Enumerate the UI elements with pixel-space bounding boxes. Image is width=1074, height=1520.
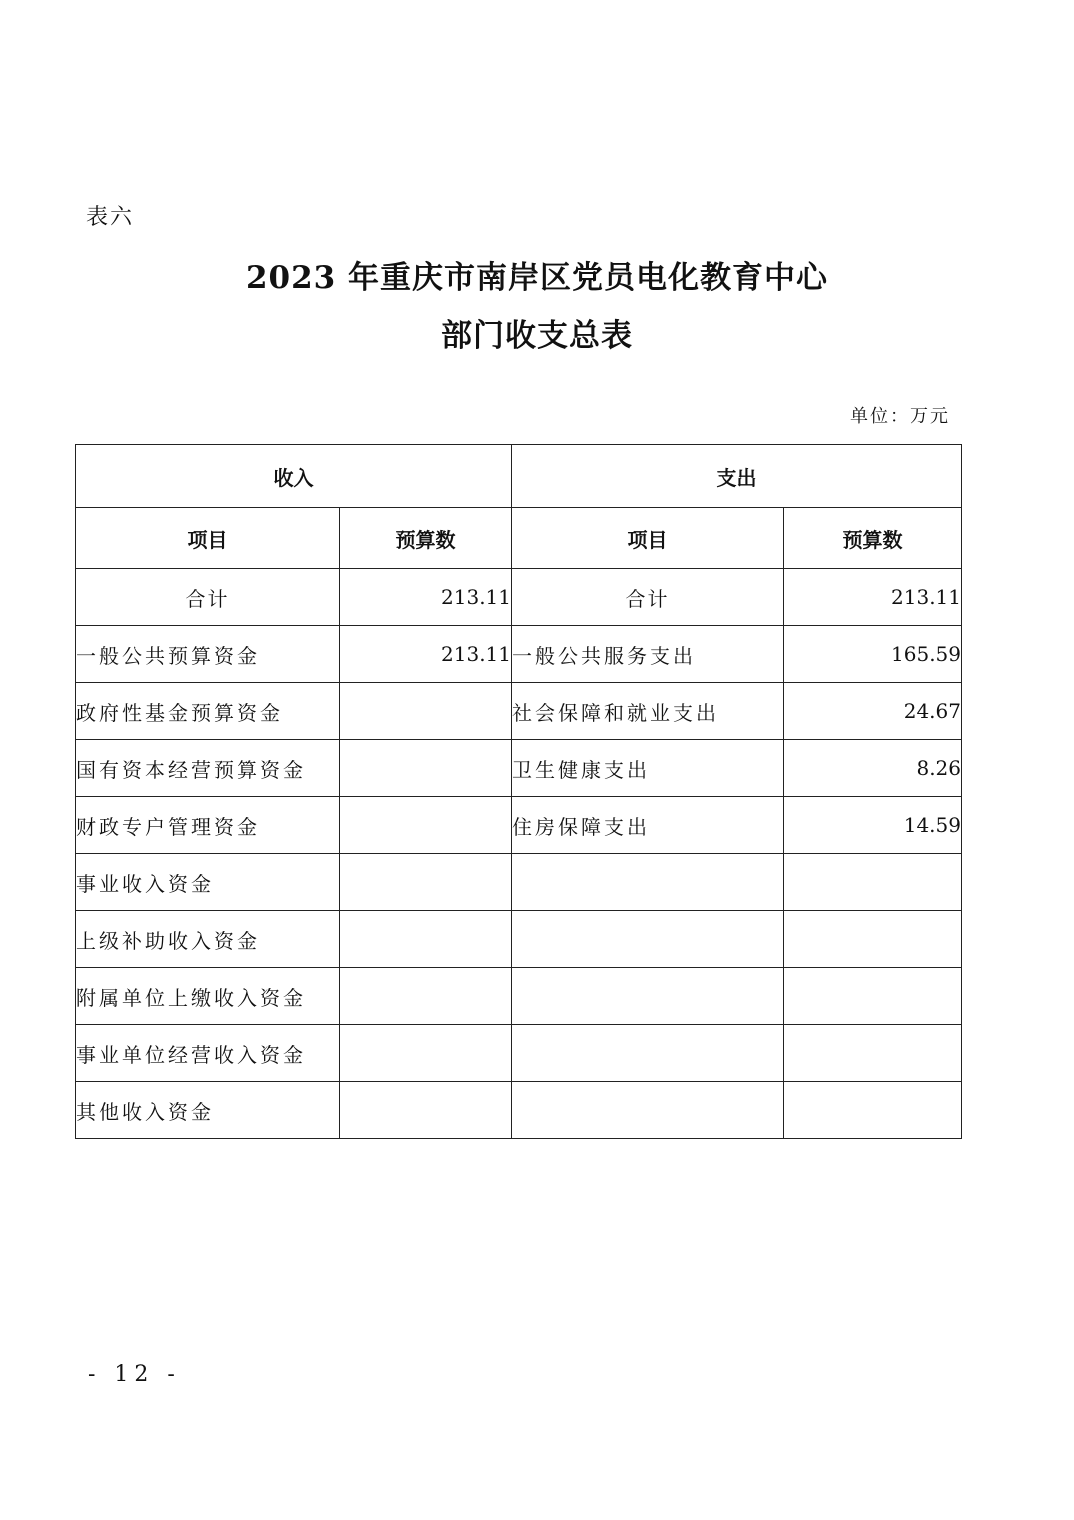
income-item: 财政专户管理资金 [76,797,340,854]
income-value [340,911,512,968]
table-row [76,911,962,968]
expense-total-label: 合计 [512,569,784,626]
income-item: 附属单位上缴收入资金 [76,968,340,1025]
income-item: 政府性基金预算资金 [76,683,340,740]
table-row [76,626,962,683]
income-value [340,854,512,911]
table-row [76,797,962,854]
expense-item: 社会保障和就业支出 [512,683,784,740]
expense-value: 8.26 [784,740,962,797]
expense-total-value: 213.11 [784,569,962,626]
expense-item [512,1025,784,1082]
income-item: 其他收入资金 [76,1082,340,1139]
income-value [340,968,512,1025]
income-item: 上级补助收入资金 [76,911,340,968]
table-label: 表六 [86,205,135,230]
unit-note: 单位：万元 [850,406,950,427]
income-budget-header: 预算数 [340,508,512,569]
income-expense-table [75,444,962,1139]
income-value [340,1025,512,1082]
expense-value [784,1025,962,1082]
expense-item [512,854,784,911]
income-value: 213.11 [340,626,512,683]
total-row [76,569,962,626]
table-row [76,740,962,797]
group-header-row [76,445,962,508]
page-number: - 12 - [88,1362,181,1387]
expense-item [512,968,784,1025]
table-row [76,968,962,1025]
expense-item [512,1082,784,1139]
income-value [340,683,512,740]
expense-value [784,911,962,968]
income-item: 事业单位经营收入资金 [76,1025,340,1082]
income-item-header: 项目 [76,508,340,569]
document-subtitle: 部门收支总表 [441,318,633,354]
income-group-header: 收入 [76,445,512,508]
income-value [340,1082,512,1139]
expense-value [784,854,962,911]
expense-value: 14.59 [784,797,962,854]
income-total-label: 合计 [76,569,340,626]
income-value [340,797,512,854]
expense-value: 165.59 [784,626,962,683]
expense-value: 24.67 [784,683,962,740]
expense-value [784,968,962,1025]
document-title: 2023 年重庆市南岸区党员电化教育中心 [245,260,829,296]
income-item: 国有资本经营预算资金 [76,740,340,797]
expense-budget-header: 预算数 [784,508,962,569]
table-row [76,854,962,911]
table-row [76,683,962,740]
table-row [76,1025,962,1082]
table-row [76,1082,962,1139]
income-total-value: 213.11 [340,569,512,626]
expense-item: 住房保障支出 [512,797,784,854]
expense-item [512,911,784,968]
expense-item: 卫生健康支出 [512,740,784,797]
expense-item-header: 项目 [512,508,784,569]
expense-item: 一般公共服务支出 [512,626,784,683]
income-item: 一般公共预算资金 [76,626,340,683]
income-item: 事业收入资金 [76,854,340,911]
column-header-row [76,508,962,569]
expense-group-header: 支出 [512,445,962,508]
income-value [340,740,512,797]
expense-value [784,1082,962,1139]
